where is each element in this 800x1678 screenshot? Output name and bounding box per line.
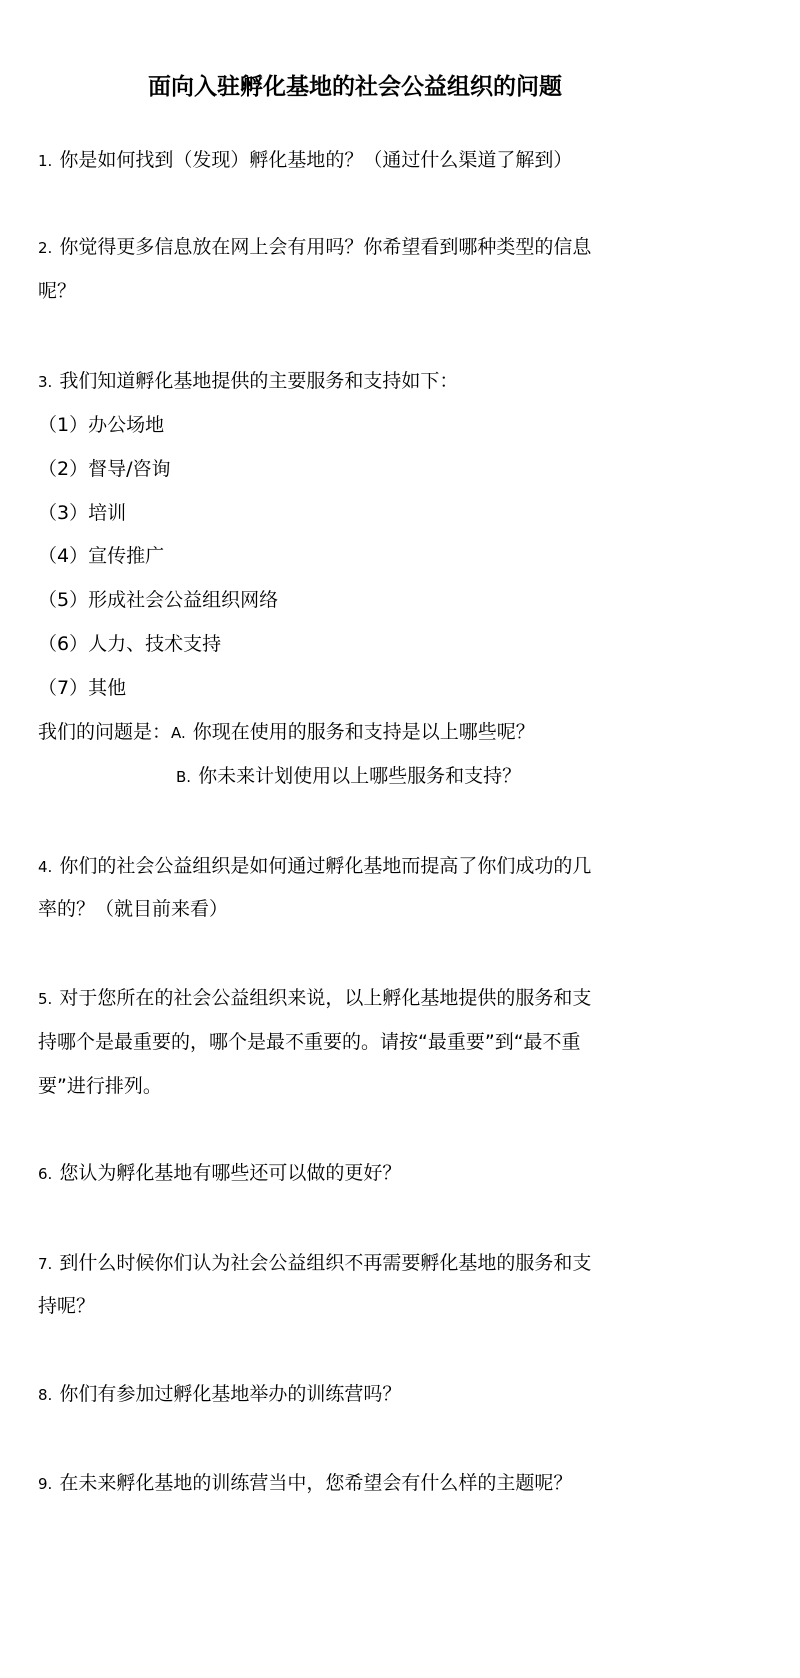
question-number: 1.: [38, 152, 53, 170]
question-text: 您认为孵化基地有哪些还可以做的更好？: [59, 1162, 402, 1184]
question-number: 3.: [38, 373, 53, 391]
question-number: 7.: [38, 1255, 53, 1273]
question-5: [38, 984, 591, 1013]
question-6: [38, 1159, 401, 1188]
question-2: [38, 233, 591, 262]
question-7-continuation: 持呢？: [38, 1295, 96, 1317]
question-text: 在未来孵化基地的训练营当中，您希望会有什么样的主题呢？: [59, 1472, 573, 1494]
question-text: 你们有参加过孵化基地举办的训练营吗？: [59, 1383, 402, 1405]
question-2-continuation: 呢？: [38, 280, 77, 302]
question-number: 2.: [38, 239, 53, 257]
sub-question-letter: B.: [176, 768, 192, 786]
question-4: [38, 852, 591, 881]
service-item: （5）形成社会公益组织网络: [38, 589, 279, 611]
question-5-continuation: 持哪个是最重要的，哪个是最不重要的。请按“最重要”到“最不重: [38, 1031, 581, 1053]
question-5-continuation: 要”进行排列。: [38, 1075, 162, 1097]
question-number: 9.: [38, 1475, 53, 1493]
question-text: 到什么时候你们认为社会公益组织不再需要孵化基地的服务和支: [59, 1252, 592, 1274]
question-number: 8.: [38, 1386, 53, 1404]
question-text: 对于您所在的社会公益组织来说，以上孵化基地提供的服务和支: [59, 987, 592, 1009]
page-title: 面向入驻孵化基地的社会公益组织的问题: [148, 74, 562, 100]
sub-question-text: 你未来计划使用以上哪些服务和支持？: [198, 765, 522, 787]
service-item: （4）宣传推广: [38, 545, 165, 567]
service-item: （7）其他: [38, 677, 127, 699]
sub-question-letter: A.: [171, 724, 186, 742]
service-item: （1）办公场地: [38, 414, 165, 436]
service-item: （3）培训: [38, 502, 127, 524]
our-questions-a: [38, 718, 535, 747]
question-text: 你们的社会公益组织是如何通过孵化基地而提高了你们成功的几: [59, 855, 592, 877]
question-number: 5.: [38, 990, 53, 1008]
our-questions-label: 我们的问题是：: [38, 721, 172, 743]
question-text: 你觉得更多信息放在网上会有用吗？你希望看到哪种类型的信息: [59, 236, 592, 258]
our-questions-b: [176, 762, 521, 791]
question-text: 我们知道孵化基地提供的主要服务和支持如下：: [59, 370, 459, 392]
question-1: [38, 146, 572, 175]
sub-question-text: 你现在使用的服务和支持是以上哪些呢？: [192, 721, 535, 743]
question-8: [38, 1380, 401, 1409]
question-3: [38, 367, 458, 396]
question-number: 6.: [38, 1165, 53, 1183]
question-4-continuation: 率的？（就目前来看）: [38, 898, 229, 920]
question-7: [38, 1249, 591, 1278]
question-number: 4.: [38, 858, 53, 876]
question-text: 你是如何找到（发现）孵化基地的？（通过什么渠道了解到）: [59, 149, 573, 171]
service-item: （6）人力、技术支持: [38, 633, 222, 655]
question-9: [38, 1469, 572, 1498]
service-item: （2）督导/咨询: [38, 458, 171, 480]
